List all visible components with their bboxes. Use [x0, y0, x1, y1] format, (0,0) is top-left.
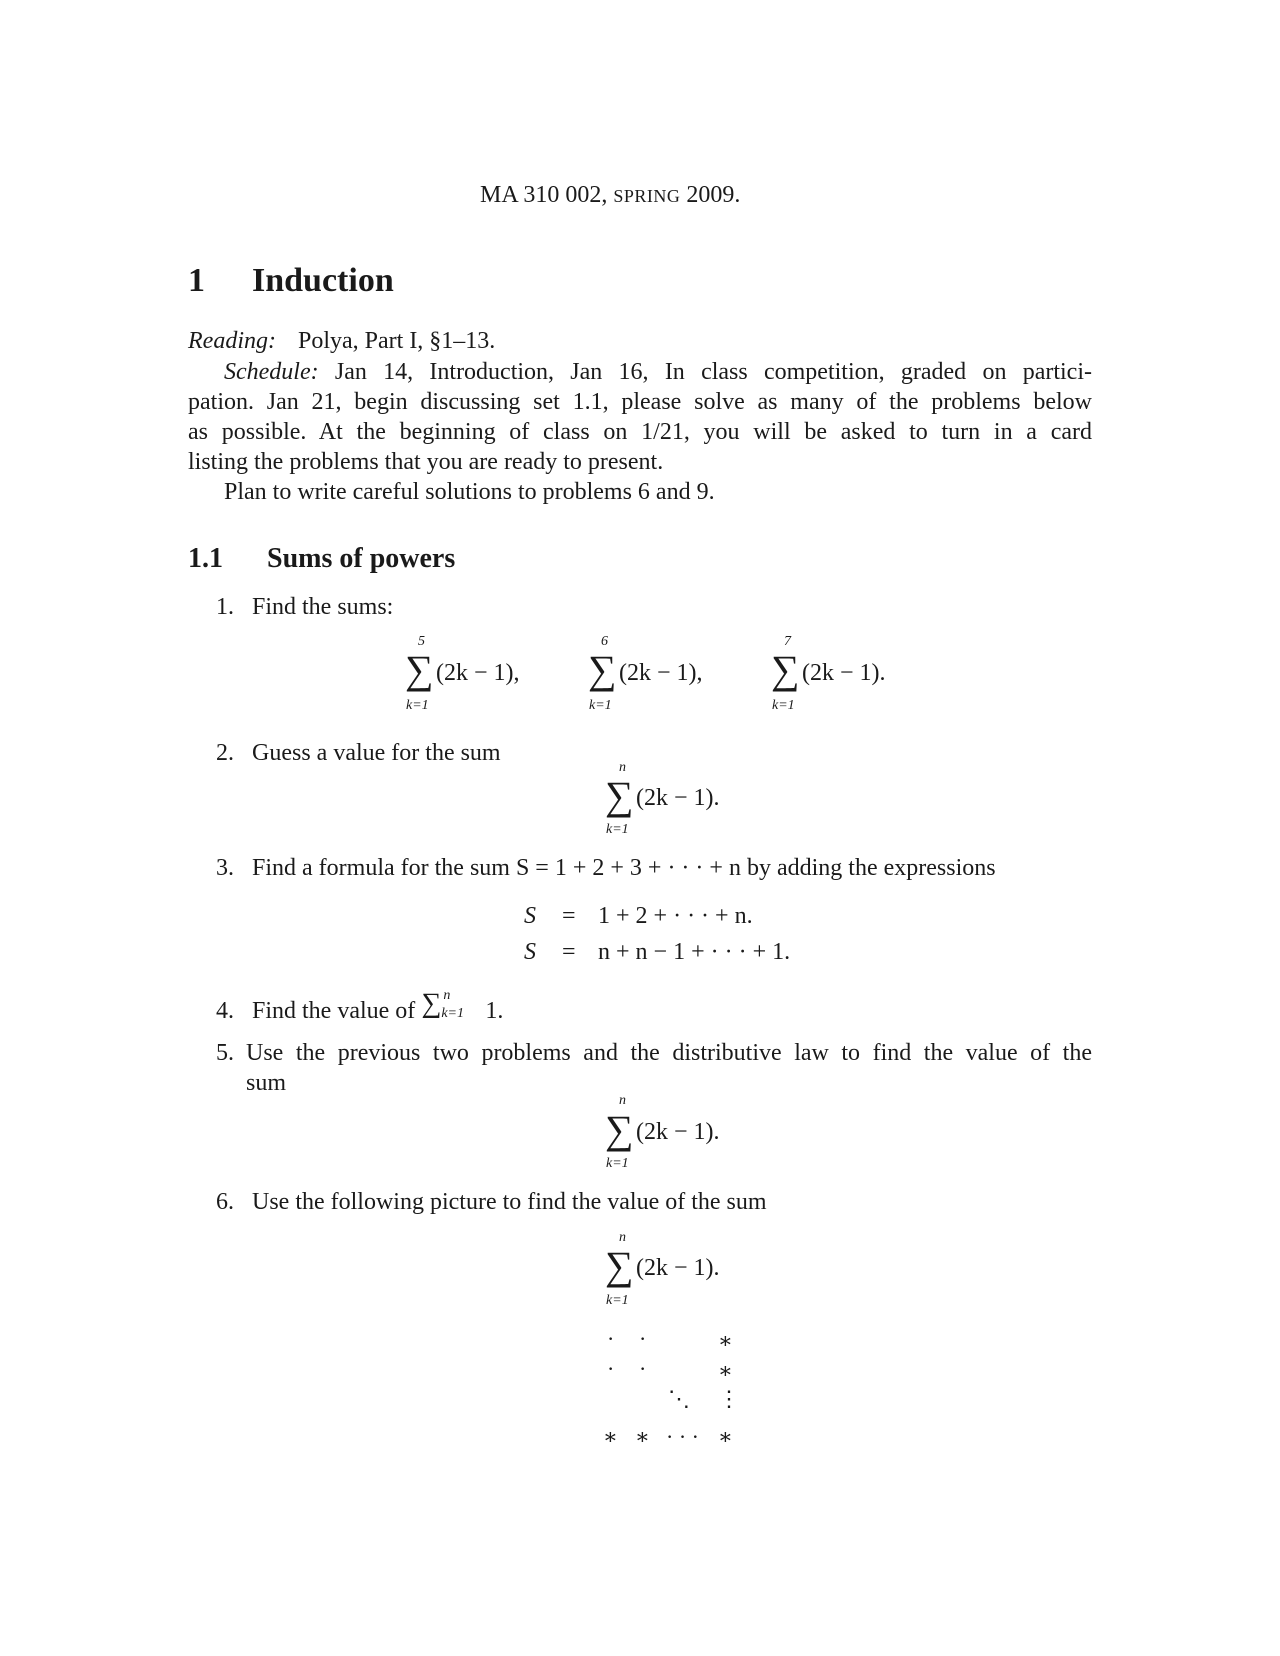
problem-number: 6.: [216, 1189, 234, 1215]
sigma-symbol: ∑: [588, 647, 617, 692]
schedule-line-4: listing the problems that you are ready to present.: [188, 449, 664, 475]
problem-5: [216, 1040, 234, 1067]
problem-text: Find the sums:: [252, 594, 394, 620]
section-heading: [188, 262, 394, 300]
schedule-line-1: [224, 357, 1092, 387]
plan-line: Plan to write careful solutions to problems 6 and 9.: [224, 479, 715, 505]
problem-text: Find a formula for the sum S = 1 + 2 + 3 + · · · + n by adding the expressions: [252, 855, 996, 881]
sum-expression: (2k − 1).: [636, 785, 720, 811]
problem-text: Find the value of: [252, 998, 416, 1024]
problem-5-line-2: sum: [246, 1070, 287, 1096]
dot-mark: ·: [607, 1356, 615, 1381]
problem-text: Guess a value for the sum: [252, 740, 501, 766]
course-code: MA 310 002,: [480, 182, 608, 208]
problem-1: [216, 594, 393, 621]
horizontal-dots: · · ·: [666, 1424, 699, 1449]
problem-5-line-1: Use the previous two problems and the distributive law to find the value of the: [246, 1040, 1092, 1066]
sum-expression: (2k − 1).: [636, 1255, 720, 1281]
diagonal-dots: ⋱: [668, 1386, 690, 1411]
sigma-symbol: ∑: [605, 773, 634, 818]
sum-upper: 6: [601, 634, 608, 649]
sigma-symbol: ∑: [605, 1243, 634, 1288]
schedule-line-2: pation. Jan 21, begin discussing set 1.1, please solve as many of the problems below: [188, 389, 1092, 415]
reading-label: Reading:: [188, 328, 276, 354]
sum-upper: 5: [418, 634, 425, 649]
problem-6: [216, 1189, 767, 1216]
subsection-heading: [188, 543, 455, 575]
eq-lhs: S: [524, 939, 536, 965]
schedule-line-3: as possible. At the beginning of class on 1/21, you will be asked to turn in a card: [188, 419, 1092, 445]
problem-number: 4.: [216, 998, 234, 1024]
sum-upper: n: [619, 1093, 626, 1108]
sum-lower: k=1: [589, 698, 612, 713]
eq-rhs: 1 + 2 + · · · + n.: [598, 903, 753, 929]
dot-mark: ·: [639, 1356, 647, 1381]
schedule-label: Schedule:: [224, 359, 319, 385]
star-mark: ∗: [718, 1424, 733, 1449]
sum-lower: k=1: [406, 698, 429, 713]
star-mark: ∗: [635, 1424, 650, 1449]
star-mark: ∗: [718, 1358, 733, 1383]
problem-3: [216, 855, 996, 882]
inline-sum-tail: 1.: [485, 998, 504, 1024]
sum-upper: 7: [784, 634, 791, 649]
sum-expression: (2k − 1),: [619, 660, 703, 686]
sum-expression: (2k − 1).: [636, 1119, 720, 1145]
eq-lhs: S: [524, 903, 536, 929]
reading-line: [188, 328, 495, 355]
dot-mark: ·: [607, 1326, 615, 1351]
page-header: [480, 182, 740, 209]
problem-2: [216, 740, 501, 767]
sum-upper: n: [619, 760, 626, 775]
section-number: 1: [188, 262, 205, 299]
sigma-symbol: ∑: [605, 1107, 634, 1152]
sigma-symbol: ∑: [405, 647, 434, 692]
sum-lower: k=1: [606, 1156, 629, 1171]
inline-sum-lower: k=1: [441, 1006, 464, 1021]
inline-sum-upper: n: [443, 988, 451, 1003]
problem-number: 2.: [216, 740, 234, 766]
eq-sign: =: [562, 939, 576, 965]
problem-number: 1.: [216, 594, 234, 620]
problem-text: Use the following picture to find the value of the sum: [252, 1189, 767, 1215]
sum-lower: k=1: [772, 698, 795, 713]
problem-4: [216, 988, 504, 1025]
subsection-number: 1.1: [188, 543, 223, 574]
star-mark: ∗: [718, 1328, 733, 1353]
sigma-symbol: ∑: [421, 988, 442, 1019]
term: SPRING: [613, 186, 681, 206]
star-mark: ∗: [603, 1424, 618, 1449]
section-title: Induction: [252, 262, 394, 299]
schedule-line1-text: Jan 14, Introduction, Jan 16, In class competition, graded on partici-: [334, 359, 1092, 385]
problem-number: 3.: [216, 855, 234, 881]
sum-lower: k=1: [606, 1293, 629, 1308]
sum-expression: (2k − 1),: [436, 660, 520, 686]
reading-text: Polya, Part I, §1–13.: [297, 328, 496, 354]
sum-expression: (2k − 1).: [802, 660, 886, 686]
inline-sum: [421, 988, 479, 1021]
eq-sign: =: [562, 903, 576, 929]
year: 2009.: [686, 182, 741, 208]
problem-number: 5.: [216, 1040, 234, 1066]
sum-lower: k=1: [606, 822, 629, 837]
sum-upper: n: [619, 1230, 626, 1245]
dot-mark: ·: [639, 1326, 647, 1351]
vertical-dots: ⋮: [718, 1386, 740, 1411]
subsection-title: Sums of powers: [267, 543, 456, 574]
eq-rhs: n + n − 1 + · · · + 1.: [598, 939, 791, 965]
sigma-symbol: ∑: [771, 647, 800, 692]
